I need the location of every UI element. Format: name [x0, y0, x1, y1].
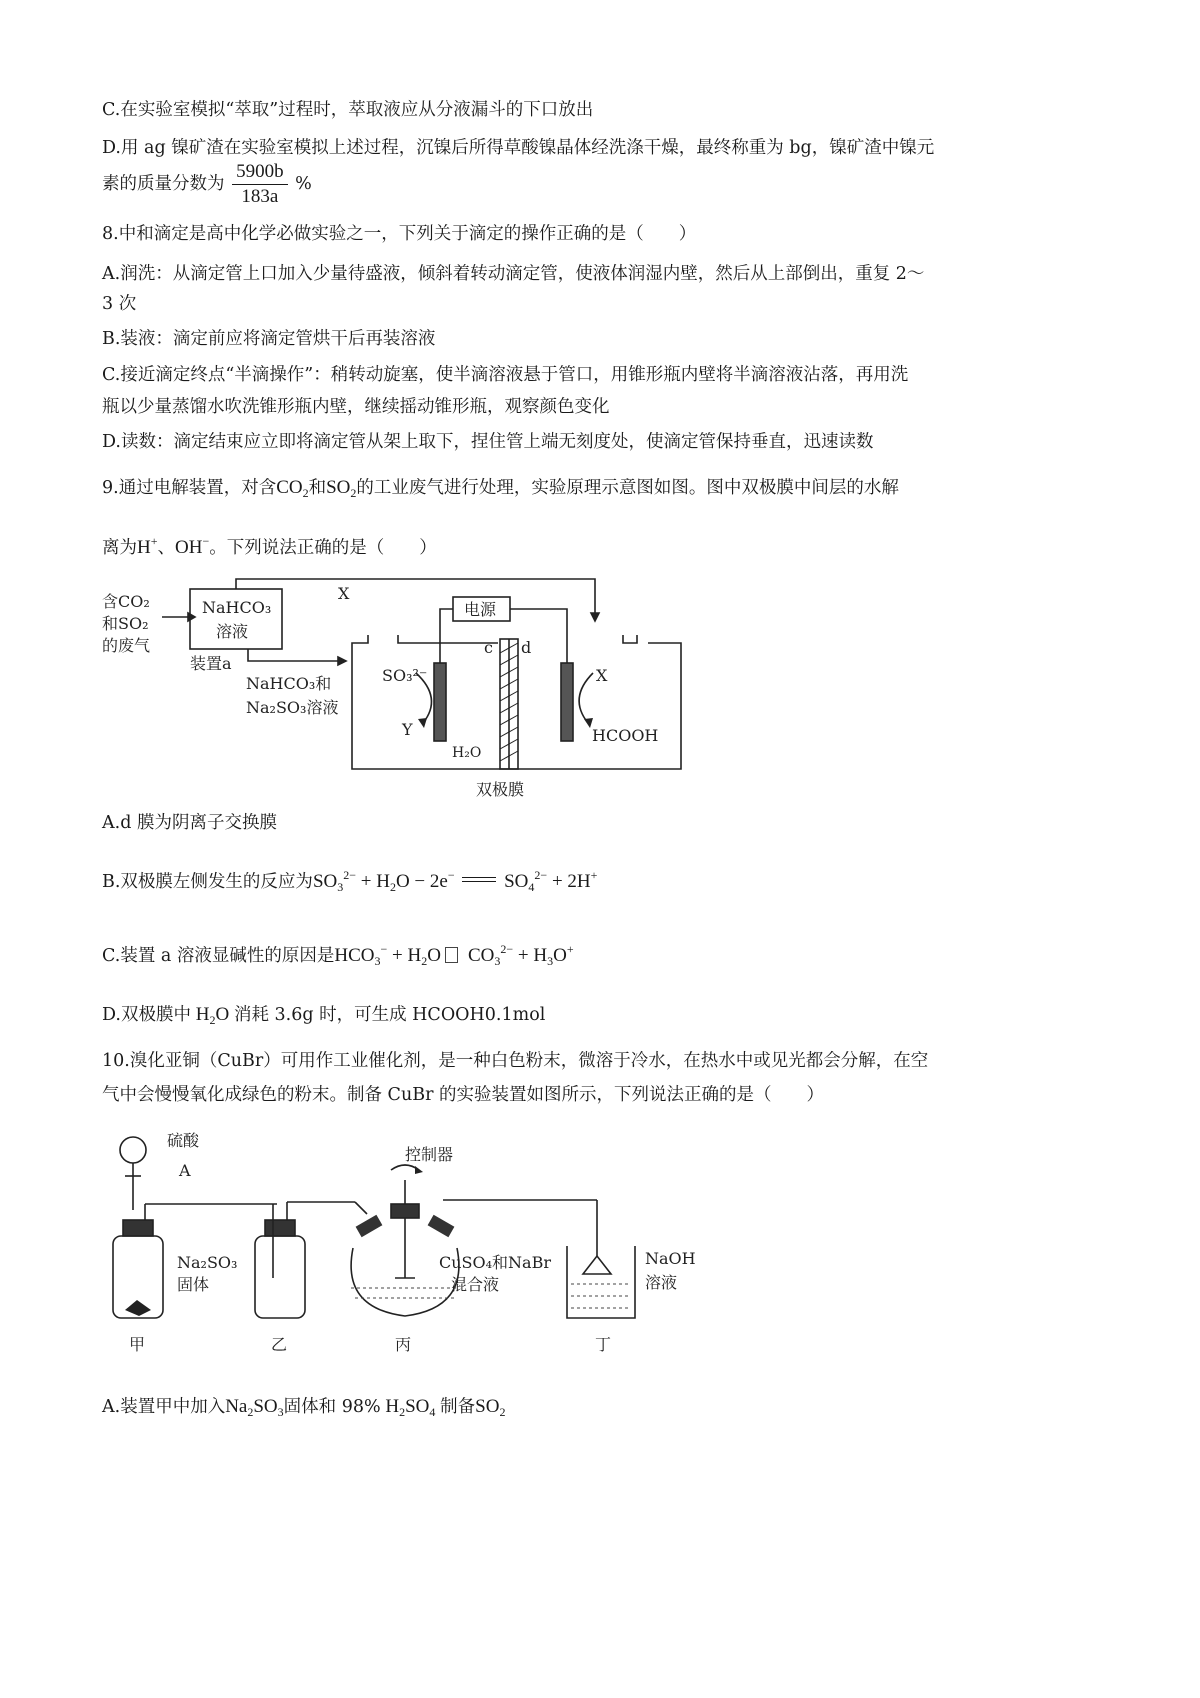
q10-option-a-text-c: 制备: [440, 1397, 476, 1417]
q9-option-b-equation: $SO_3^{2-} + H_2O - 2e^-$ $SO_4^{2-} + 2H^+$: [312, 868, 598, 894]
gas-in-label-1: 含CO₂: [102, 592, 150, 611]
box-label-2: 溶液: [216, 622, 249, 641]
naoh-label-2: 溶液: [645, 1273, 678, 1292]
mix-label-1: NaHCO₃和: [246, 674, 332, 693]
q9-option-a: A.d 膜为阴离子交换膜: [102, 813, 277, 833]
valve-a-label: A: [179, 1161, 191, 1180]
q8-stem: 8.中和滴定是高中化学必做实验之一，下列关于滴定的操作正确的是（ ）: [102, 224, 697, 244]
q7-percent: %: [295, 174, 312, 194]
stopper-yi: [265, 1220, 295, 1236]
naoh-label-1: NaOH: [645, 1249, 696, 1268]
q7-fraction-denominator: 183a: [241, 186, 279, 207]
q8-option-d: D.读数：滴定结束应立即将滴定管从架上取下，捏住管上端无刻度处，使滴定管保持垂直，迅速读数: [102, 432, 874, 452]
q8-option-c-line2: 瓶以少量蒸馏水吹洗锥形瓶内壁，继续摇动锥形瓶，观察颜色变化: [102, 397, 610, 417]
q9-option-c-equation: $HCO_3^- + H_2O$ $CO_3^{2-} + H_3O^+$: [334, 942, 574, 968]
solid-label-2: 固体: [177, 1275, 210, 1294]
label-jia: 甲: [129, 1335, 146, 1354]
gas-in-label-2: 和SO₂: [102, 614, 149, 633]
q7-fraction-numerator: 5900b: [232, 160, 288, 185]
bottle-yi: [255, 1236, 305, 1318]
membrane-c-label: c: [484, 638, 493, 657]
x-right-label: X: [596, 666, 608, 685]
q9-option-d: [102, 1003, 545, 1027]
q9-stem-text-e: 、: [157, 538, 176, 558]
q10-option-a-text-b: 固体和 98%: [283, 1397, 381, 1417]
label-ding: 丁: [595, 1335, 612, 1354]
q9-option-d-text-a: D.双极膜中: [102, 1005, 191, 1025]
stopper-bing: [391, 1204, 419, 1218]
ion-h-plus: H+: [137, 534, 158, 558]
q10-stem-line1: 10.溴化亚铜（CuBr）可用作工业催化剂，是一种白色粉末，微溶于冷水，在热水中或见光都会分解，在空: [102, 1051, 929, 1071]
solid-label-1: Na₂SO₃: [177, 1253, 238, 1272]
formula-h2o: $H_2O$: [190, 1004, 234, 1027]
separatory-funnel: [120, 1137, 146, 1163]
mix-label-line2: 混合液: [451, 1275, 500, 1294]
box-label-1: NaHCO₃: [202, 598, 272, 617]
q8-option-a-line2: 3 次: [102, 294, 137, 314]
q9-stem-line2: [102, 536, 437, 560]
hcooh-label: HCOOH: [592, 726, 659, 745]
h2o-label: H₂O: [452, 745, 482, 761]
q9-stem-text-d: 离为: [102, 538, 137, 558]
q7-option-d-line2: [102, 160, 312, 209]
q9-option-c: [102, 944, 574, 968]
formula-co2: $CO_2$: [276, 477, 309, 500]
label-yi: 乙: [271, 1335, 288, 1354]
q10-option-a-text-a: A.装置甲中加入: [102, 1397, 226, 1417]
q9-option-d-text-b: 消耗 3.6g 时，可生成 HCOOH0.1mol: [233, 1005, 546, 1025]
q8-option-c-line1: C.接近滴定终点“半滴操作”：稍转动旋塞，使半滴溶液悬于管口，用锥形瓶内壁将半滴溶液沾落，再用洗: [102, 365, 909, 385]
q7-option-d-text: 素的质量分数为: [102, 174, 225, 194]
formula-h2so4: $H_2SO_4$: [380, 1396, 436, 1419]
q9-option-b: [102, 870, 597, 894]
q7-option-d-line1: D.用 ag 镍矿渣在实验室模拟上述过程，沉镍后所得草酸镍晶体经洗涤干燥，最终称重为 bg，镍矿渣中镍元: [102, 138, 935, 158]
solid-sample: [125, 1300, 151, 1316]
power-label: 电源: [464, 600, 497, 619]
q9-stem-text-f: 。下列说法正确的是（ ）: [209, 538, 437, 558]
ion-oh-minus: OH−: [175, 534, 210, 558]
electrolysis-diagram: [98, 573, 698, 805]
label-bing: 丙: [395, 1335, 412, 1354]
q7-option-c: C.在实验室模拟“萃取”过程时，萃取液应从分液漏斗的下口放出: [102, 100, 594, 120]
q10-stem-line2: 气中会慢慢氧化成绿色的粉末。制备 CuBr 的实验装置如图所示，下列说法正确的是（ ）: [102, 1085, 825, 1105]
right-electrode: [561, 663, 573, 741]
left-electrode: [434, 663, 446, 741]
q9-option-b-text: B.双极膜左侧发生的反应为: [102, 872, 313, 892]
q7-fraction: [232, 160, 288, 209]
q8-option-a-line1: A.润洗：从滴定管上口加入少量待盛液，倾斜着转动滴定管，使液体润湿内壁，然后从上部倒出，重复 2～: [102, 264, 925, 284]
q9-stem-text-a: 9.通过电解装置，对含: [102, 478, 277, 498]
y-label: Y: [402, 720, 413, 739]
q10-option-a: [102, 1395, 505, 1419]
stopper-jia: [123, 1220, 153, 1236]
q8-option-b: B.装液：滴定前应将滴定管烘干后再装溶液: [102, 329, 436, 349]
q9-stem-line1: [102, 476, 899, 500]
acid-label: 硫酸: [167, 1131, 200, 1150]
membrane-d-label: d: [521, 638, 532, 657]
q9-stem-text-b: 和: [308, 478, 327, 498]
sulfite-label: SO₃²⁻: [382, 666, 428, 685]
apparatus-diagram: [105, 1128, 705, 1360]
gas-in-label-3: 的废气: [102, 636, 151, 655]
mix-label-2: Na₂SO₃溶液: [246, 698, 339, 717]
beaker-ding: [567, 1246, 635, 1318]
formula-so2-product: $SO_2$: [475, 1396, 506, 1419]
q9-option-c-text: C.装置 a 溶液显碱性的原因是: [102, 946, 335, 966]
mix-label-line1: CuSO₄和NaBr: [439, 1253, 551, 1272]
formula-na2so3: $Na_2SO_3$: [225, 1396, 284, 1419]
x-top-label: X: [338, 584, 350, 603]
formula-so2: $SO_2$: [326, 477, 357, 500]
bipolar-membrane-label: 双极膜: [476, 780, 525, 799]
q9-stem-text-c: 的工业废气进行处理，实验原理示意图如图。图中双极膜中间层的水解: [356, 478, 899, 498]
controller-label: 控制器: [405, 1145, 454, 1164]
device-a-label: 装置a: [190, 654, 232, 673]
